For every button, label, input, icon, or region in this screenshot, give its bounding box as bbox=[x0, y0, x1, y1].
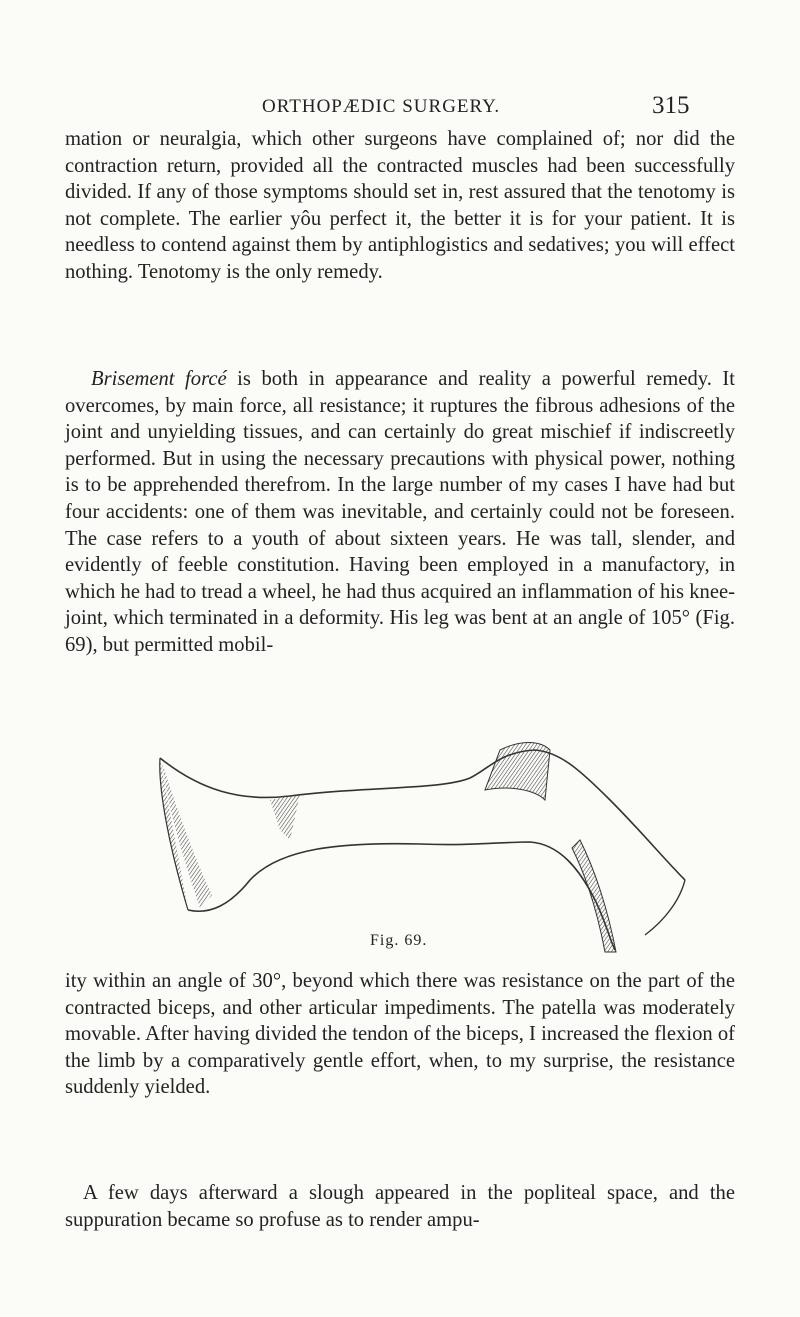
paragraph-2-text: is both in appearance and reality a powerful remedy. It overcomes, by main force, all resistance; it ruptures the fibrous adhesions of the joint and unyielding tissues, and can certainly do great mischief if indiscreetly performed. But in using the necessary precautions with physical power, nothing is to be apprehended therefrom. In the large number of my cases I have had but four accidents: one of them was inevitable, and certainly could not be foreseen. The case refers to a youth of about sixteen years. He was tall, slender, and evidently of feeble constitution. Having been employed in a manufactory, in which he had to tread a wheel, he had thus acquired an inflammation of his knee-joint, which terminated in a deformity. His leg was bent at an angle of 105° (Fig. 69), but permitted mobil- bbox=[65, 368, 736, 656]
running-head: ORTHOPÆDIC SURGERY. bbox=[262, 96, 501, 117]
figure-caption: Fig. 69. bbox=[370, 932, 428, 949]
paragraph-2 bbox=[65, 366, 735, 659]
thigh-end-shading bbox=[572, 840, 616, 952]
paragraph-1: mation or neuralgia, which other surgeons have complained of; nor did the contraction return, provided all the contracted muscles had been successfully divided. If any of those symptoms should set in, rest assured that the tenotomy is not complete. The earlier yôu perfect it, the better it is for your patient. It is needless to contend against them by antiphlogistics and sedatives; you will effect nothing. Tenotomy is the only remedy. bbox=[65, 128, 735, 283]
knee-shading bbox=[485, 743, 550, 801]
paragraph-4: A few days afterward a slough appeared in the popliteal space, and the suppuration became so profuse as to render ampu- bbox=[65, 1182, 735, 1231]
leg-upper-outline bbox=[160, 750, 685, 880]
paragraph-3: ity within an angle of 30°, beyond which there was resistance on the part of the contracted biceps, and other articular impediments. The patella was moderately movable. After having divided the tendon of the biceps, I increased the flexion of the limb by a comparatively gentle effort, when, to my surprise, the resistance suddenly yielded. bbox=[65, 970, 735, 1099]
term-brisement-force: Brisement forcé bbox=[91, 368, 227, 390]
figure-69-bent-leg bbox=[140, 730, 700, 960]
page-header bbox=[0, 92, 800, 122]
page-number: 315 bbox=[652, 92, 690, 119]
leg-outline-illustration bbox=[140, 730, 700, 960]
